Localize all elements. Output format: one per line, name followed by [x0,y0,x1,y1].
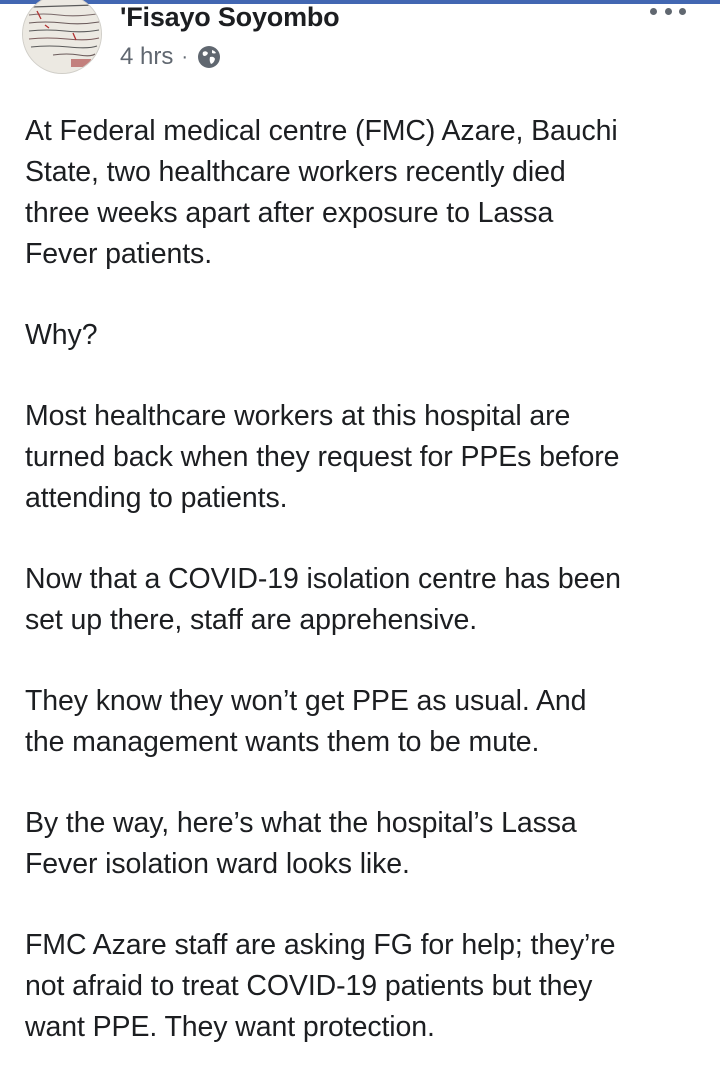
post-paragraph: Why? [25,319,98,351]
post-paragraph: Most healthcare workers at this hospital are turned back when they request for PPEs before attending to patients. [25,400,620,514]
more-options-dot [679,8,686,15]
author-name[interactable]: 'Fisayo Soyombo [120,2,340,32]
meta-separator: · [181,45,189,68]
post-paragraph: FMC Azare staff are asking FG for help; they’re not afraid to treat COVID-19 patients but they want PPE. They want protection. [25,929,616,1043]
post-paragraph: By the way, here’s what the hospital’s Lassa Fever isolation ward looks like. [25,807,577,880]
more-options-button[interactable] [650,0,686,22]
author-avatar[interactable] [22,0,102,74]
post-meta [120,42,222,72]
more-options-icon [650,8,657,15]
post-paragraph: At Federal medical centre (FMC) Azare, Bauchi State, two healthcare workers recently died three weeks apart after exposure to Lassa Fever patients. [25,115,618,270]
post-text [25,111,705,1088]
handwritten-note-avatar-icon [23,0,102,74]
globe-icon[interactable] [196,44,222,70]
post-timestamp[interactable]: 4 hrs [120,43,174,70]
post-paragraph: Now that a COVID-19 isolation centre has been set up there, staff are apprehensive. [25,563,621,636]
post-header [0,0,720,90]
post-paragraph: They know they won’t get PPE as usual. And the management wants them to be mute. [25,685,587,758]
more-options-dot [665,8,672,15]
